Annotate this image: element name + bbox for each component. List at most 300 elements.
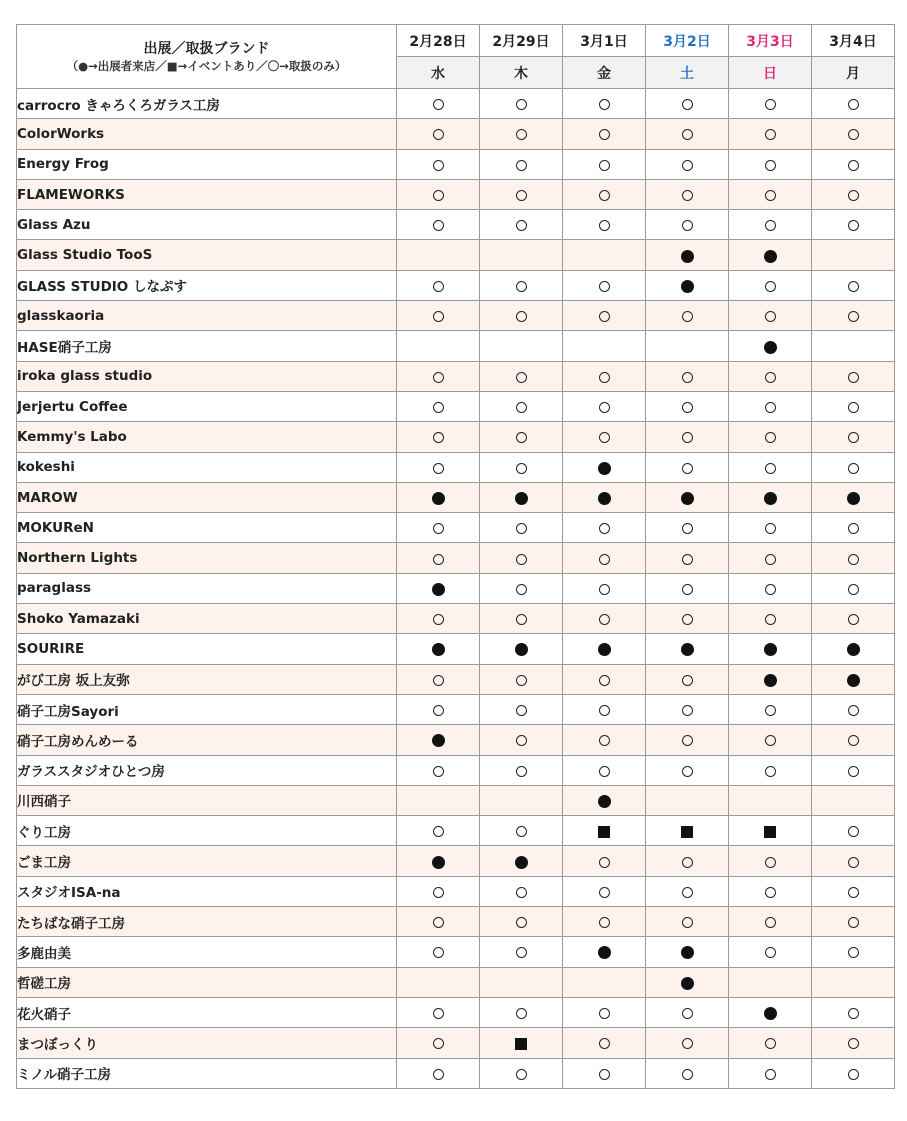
filled-circle-icon [515,492,528,505]
open-circle-icon [765,614,776,625]
open-circle-icon [433,1069,444,1080]
schedule-cell [480,89,563,119]
schedule-cell [646,604,729,634]
brand-name: ColorWorks [17,119,397,149]
brand-name: 花火硝子 [17,997,397,1027]
schedule-cell [812,634,895,664]
schedule-cell [480,391,563,421]
schedule-cell [397,89,480,119]
schedule-cell [729,89,812,119]
schedule-cell [480,1028,563,1058]
open-circle-icon [433,523,444,534]
schedule-cell [563,543,646,573]
open-circle-icon [765,584,776,595]
schedule-cell [397,573,480,603]
schedule-cell [480,119,563,149]
schedule-cell [397,301,480,331]
schedule-cell [397,270,480,300]
open-circle-icon [682,614,693,625]
schedule-cell [729,755,812,785]
schedule-cell [480,967,563,997]
schedule-cell [480,422,563,452]
open-circle-icon [433,614,444,625]
filled-circle-icon [515,856,528,869]
open-circle-icon [848,766,859,777]
schedule-cell [729,997,812,1027]
open-circle-icon [682,311,693,322]
open-circle-icon [433,675,444,686]
open-circle-icon [848,1008,859,1019]
schedule-cell [397,907,480,937]
schedule-cell [397,755,480,785]
open-circle-icon [516,947,527,958]
open-circle-icon [599,281,610,292]
schedule-cell [646,634,729,664]
brand-name: ぐり工房 [17,816,397,846]
schedule-cell [563,361,646,391]
open-circle-icon [765,311,776,322]
open-circle-icon [682,220,693,231]
schedule-cell [397,937,480,967]
open-circle-icon [599,402,610,413]
open-circle-icon [433,766,444,777]
schedule-cell [812,452,895,482]
open-circle-icon [765,554,776,565]
schedule-cell [646,907,729,937]
schedule-cell [563,119,646,149]
date-header-4: 3月3日 [729,25,812,57]
schedule-cell [812,694,895,724]
table-row [17,89,895,119]
schedule-cell [646,1058,729,1088]
open-circle-icon [848,947,859,958]
filled-circle-icon [764,492,777,505]
schedule-cell [812,361,895,391]
schedule-cell [812,816,895,846]
filled-circle-icon [764,250,777,263]
open-circle-icon [848,372,859,383]
open-circle-icon [765,947,776,958]
open-circle-icon [516,584,527,595]
table-row [17,604,895,634]
brand-name: 硝子工房Sayori [17,694,397,724]
open-circle-icon [516,129,527,140]
table-row [17,482,895,512]
open-circle-icon [848,705,859,716]
schedule-cell [812,755,895,785]
open-circle-icon [682,735,693,746]
schedule-cell [397,119,480,149]
schedule-cell [646,452,729,482]
schedule-cell [397,1058,480,1088]
open-circle-icon [433,705,444,716]
open-circle-icon [433,432,444,443]
schedule-cell [563,907,646,937]
open-circle-icon [848,1069,859,1080]
schedule-cell [480,573,563,603]
schedule-cell [729,785,812,815]
filled-circle-icon [432,734,445,747]
filled-circle-icon [764,341,777,354]
filled-circle-icon [598,492,611,505]
schedule-cell [812,725,895,755]
schedule-cell [563,149,646,179]
table-row [17,452,895,482]
table-row [17,210,895,240]
open-circle-icon [848,1038,859,1049]
schedule-cell [480,270,563,300]
open-circle-icon [682,432,693,443]
schedule-cell [729,1058,812,1088]
open-circle-icon [848,614,859,625]
schedule-cell [563,937,646,967]
schedule-cell [563,270,646,300]
schedule-cell [646,573,729,603]
schedule-cell [563,422,646,452]
schedule-cell [729,361,812,391]
open-circle-icon [848,432,859,443]
schedule-cell [397,997,480,1027]
schedule-cell [646,391,729,421]
open-circle-icon [682,917,693,928]
schedule-cell [812,119,895,149]
schedule-cell [563,89,646,119]
brand-name: ガラススタジオひとつ房 [17,755,397,785]
filled-circle-icon [432,492,445,505]
filled-square-icon [598,826,610,838]
table-row [17,240,895,270]
open-circle-icon [765,705,776,716]
schedule-cell [812,1028,895,1058]
schedule-cell [812,149,895,179]
open-circle-icon [516,190,527,201]
open-circle-icon [516,220,527,231]
brand-name: ミノル硝子工房 [17,1058,397,1088]
filled-circle-icon [681,977,694,990]
table-row [17,907,895,937]
brand-column-header [17,25,397,89]
brand-name: まつぼっくり [17,1028,397,1058]
schedule-cell [729,179,812,209]
open-circle-icon [433,160,444,171]
open-circle-icon [599,432,610,443]
schedule-cell [480,482,563,512]
schedule-cell [646,240,729,270]
open-circle-icon [765,887,776,898]
table-row [17,725,895,755]
open-circle-icon [765,160,776,171]
schedule-cell [563,240,646,270]
schedule-cell [397,482,480,512]
schedule-cell [480,937,563,967]
filled-circle-icon [847,674,860,687]
schedule-cell [563,482,646,512]
schedule-cell [646,361,729,391]
open-circle-icon [848,887,859,898]
table-row [17,694,895,724]
open-circle-icon [848,190,859,201]
open-circle-icon [516,99,527,110]
table-row [17,1058,895,1088]
schedule-cell [812,391,895,421]
filled-circle-icon [847,492,860,505]
table-row [17,816,895,846]
schedule-cell [729,937,812,967]
brand-name: kokeshi [17,452,397,482]
brand-name: FLAMEWORKS [17,179,397,209]
open-circle-icon [765,1069,776,1080]
schedule-cell [646,725,729,755]
open-circle-icon [599,584,610,595]
schedule-cell [480,240,563,270]
brand-rows [17,89,895,1089]
open-circle-icon [433,220,444,231]
schedule-cell [812,785,895,815]
filled-circle-icon [432,583,445,596]
open-circle-icon [516,766,527,777]
schedule-cell [480,816,563,846]
brand-name: MAROW [17,482,397,512]
open-circle-icon [516,887,527,898]
schedule-cell [563,1028,646,1058]
brand-name: GLASS STUDIO しなぷす [17,270,397,300]
open-circle-icon [848,99,859,110]
open-circle-icon [516,311,527,322]
schedule-cell [812,482,895,512]
brand-name: glasskaoria [17,301,397,331]
schedule-cell [397,967,480,997]
brand-name: Northern Lights [17,543,397,573]
schedule-cell [480,331,563,361]
open-circle-icon [599,160,610,171]
schedule-cell [729,725,812,755]
table-row [17,664,895,694]
open-circle-icon [599,554,610,565]
schedule-cell [646,513,729,543]
brand-name: iroka glass studio [17,361,397,391]
schedule-cell [563,846,646,876]
open-circle-icon [848,917,859,928]
schedule-cell [812,89,895,119]
open-circle-icon [848,735,859,746]
brand-name: Jerjertu Coffee [17,391,397,421]
schedule-cell [646,694,729,724]
open-circle-icon [682,190,693,201]
filled-square-icon [764,826,776,838]
open-circle-icon [516,705,527,716]
schedule-cell [646,119,729,149]
table-row [17,513,895,543]
filled-circle-icon [681,643,694,656]
schedule-cell [646,755,729,785]
open-circle-icon [848,523,859,534]
date-header-row [17,25,895,57]
filled-circle-icon [432,856,445,869]
open-circle-icon [682,584,693,595]
filled-circle-icon [515,643,528,656]
schedule-cell [397,876,480,906]
open-circle-icon [433,1038,444,1049]
open-circle-icon [682,1069,693,1080]
open-circle-icon [765,129,776,140]
brand-name: たちばな硝子工房 [17,907,397,937]
open-circle-icon [599,1069,610,1080]
schedule-cell [397,785,480,815]
schedule-cell [729,573,812,603]
open-circle-icon [848,857,859,868]
schedule-cell [812,301,895,331]
open-circle-icon [599,1008,610,1019]
schedule-cell [563,755,646,785]
date-header-2: 3月1日 [563,25,646,57]
open-circle-icon [599,735,610,746]
open-circle-icon [516,523,527,534]
brand-name: 川西硝子 [17,785,397,815]
schedule-cell [563,876,646,906]
schedule-cell [563,331,646,361]
schedule-cell [729,694,812,724]
schedule-cell [563,179,646,209]
schedule-cell [397,422,480,452]
open-circle-icon [599,220,610,231]
open-circle-icon [433,281,444,292]
weekday-header-2: 金 [563,57,646,89]
schedule-cell [729,422,812,452]
open-circle-icon [516,917,527,928]
schedule-cell [563,513,646,543]
schedule-cell [729,1028,812,1058]
open-circle-icon [848,220,859,231]
filled-circle-icon [432,643,445,656]
open-circle-icon [848,402,859,413]
schedule-cell [812,967,895,997]
brand-name: 哲磋工房 [17,967,397,997]
brand-schedule-table [16,24,895,1089]
filled-circle-icon [681,492,694,505]
open-circle-icon [765,735,776,746]
table-row [17,634,895,664]
schedule-cell [646,785,729,815]
schedule-cell [480,785,563,815]
table-row [17,543,895,573]
open-circle-icon [516,463,527,474]
open-circle-icon [765,190,776,201]
filled-circle-icon [681,250,694,263]
open-circle-icon [433,917,444,928]
open-circle-icon [848,826,859,837]
open-circle-icon [516,735,527,746]
schedule-cell [729,270,812,300]
date-header-1: 2月29日 [480,25,563,57]
schedule-cell [812,543,895,573]
open-circle-icon [848,554,859,565]
table-row [17,937,895,967]
open-circle-icon [516,160,527,171]
schedule-cell [812,846,895,876]
schedule-cell [397,149,480,179]
open-circle-icon [516,372,527,383]
brand-name: Energy Frog [17,149,397,179]
schedule-cell [480,179,563,209]
open-circle-icon [433,372,444,383]
schedule-cell [563,391,646,421]
schedule-cell [480,634,563,664]
brand-name: HASE硝子工房 [17,331,397,361]
schedule-cell [812,937,895,967]
schedule-cell [812,210,895,240]
schedule-cell [563,694,646,724]
schedule-cell [563,210,646,240]
schedule-cell [646,301,729,331]
table-row [17,573,895,603]
schedule-cell [646,543,729,573]
schedule-cell [480,755,563,785]
schedule-cell [646,149,729,179]
open-circle-icon [433,463,444,474]
open-circle-icon [599,99,610,110]
schedule-cell [480,543,563,573]
schedule-cell [480,694,563,724]
schedule-cell [563,816,646,846]
open-circle-icon [516,826,527,837]
open-circle-icon [682,766,693,777]
schedule-cell [563,573,646,603]
schedule-cell [480,361,563,391]
symbol-legend: （●→出展者来店／■→イベントあり／〇→取扱のみ） [66,58,347,73]
open-circle-icon [682,129,693,140]
schedule-cell [480,876,563,906]
open-circle-icon [682,675,693,686]
open-circle-icon [682,463,693,474]
schedule-cell [729,331,812,361]
schedule-cell [397,664,480,694]
filled-circle-icon [598,795,611,808]
schedule-cell [480,513,563,543]
open-circle-icon [599,917,610,928]
schedule-cell [812,179,895,209]
schedule-cell [563,997,646,1027]
schedule-cell [397,331,480,361]
open-circle-icon [433,554,444,565]
schedule-cell [397,210,480,240]
brand-name: ごま工房 [17,846,397,876]
filled-circle-icon [764,1007,777,1020]
open-circle-icon [765,402,776,413]
table-row [17,755,895,785]
schedule-cell [397,452,480,482]
open-circle-icon [765,372,776,383]
brand-name: Kemmy's Labo [17,422,397,452]
open-circle-icon [516,675,527,686]
table-row [17,179,895,209]
open-circle-icon [599,766,610,777]
open-circle-icon [599,190,610,201]
schedule-cell [646,179,729,209]
schedule-cell [812,1058,895,1088]
table-row [17,301,895,331]
filled-circle-icon [764,674,777,687]
weekday-header-1: 木 [480,57,563,89]
schedule-cell [812,331,895,361]
schedule-cell [646,89,729,119]
brand-name: MOKUReN [17,513,397,543]
open-circle-icon [765,99,776,110]
open-circle-icon [682,887,693,898]
open-circle-icon [599,523,610,534]
open-circle-icon [516,554,527,565]
open-circle-icon [599,887,610,898]
open-circle-icon [433,1008,444,1019]
